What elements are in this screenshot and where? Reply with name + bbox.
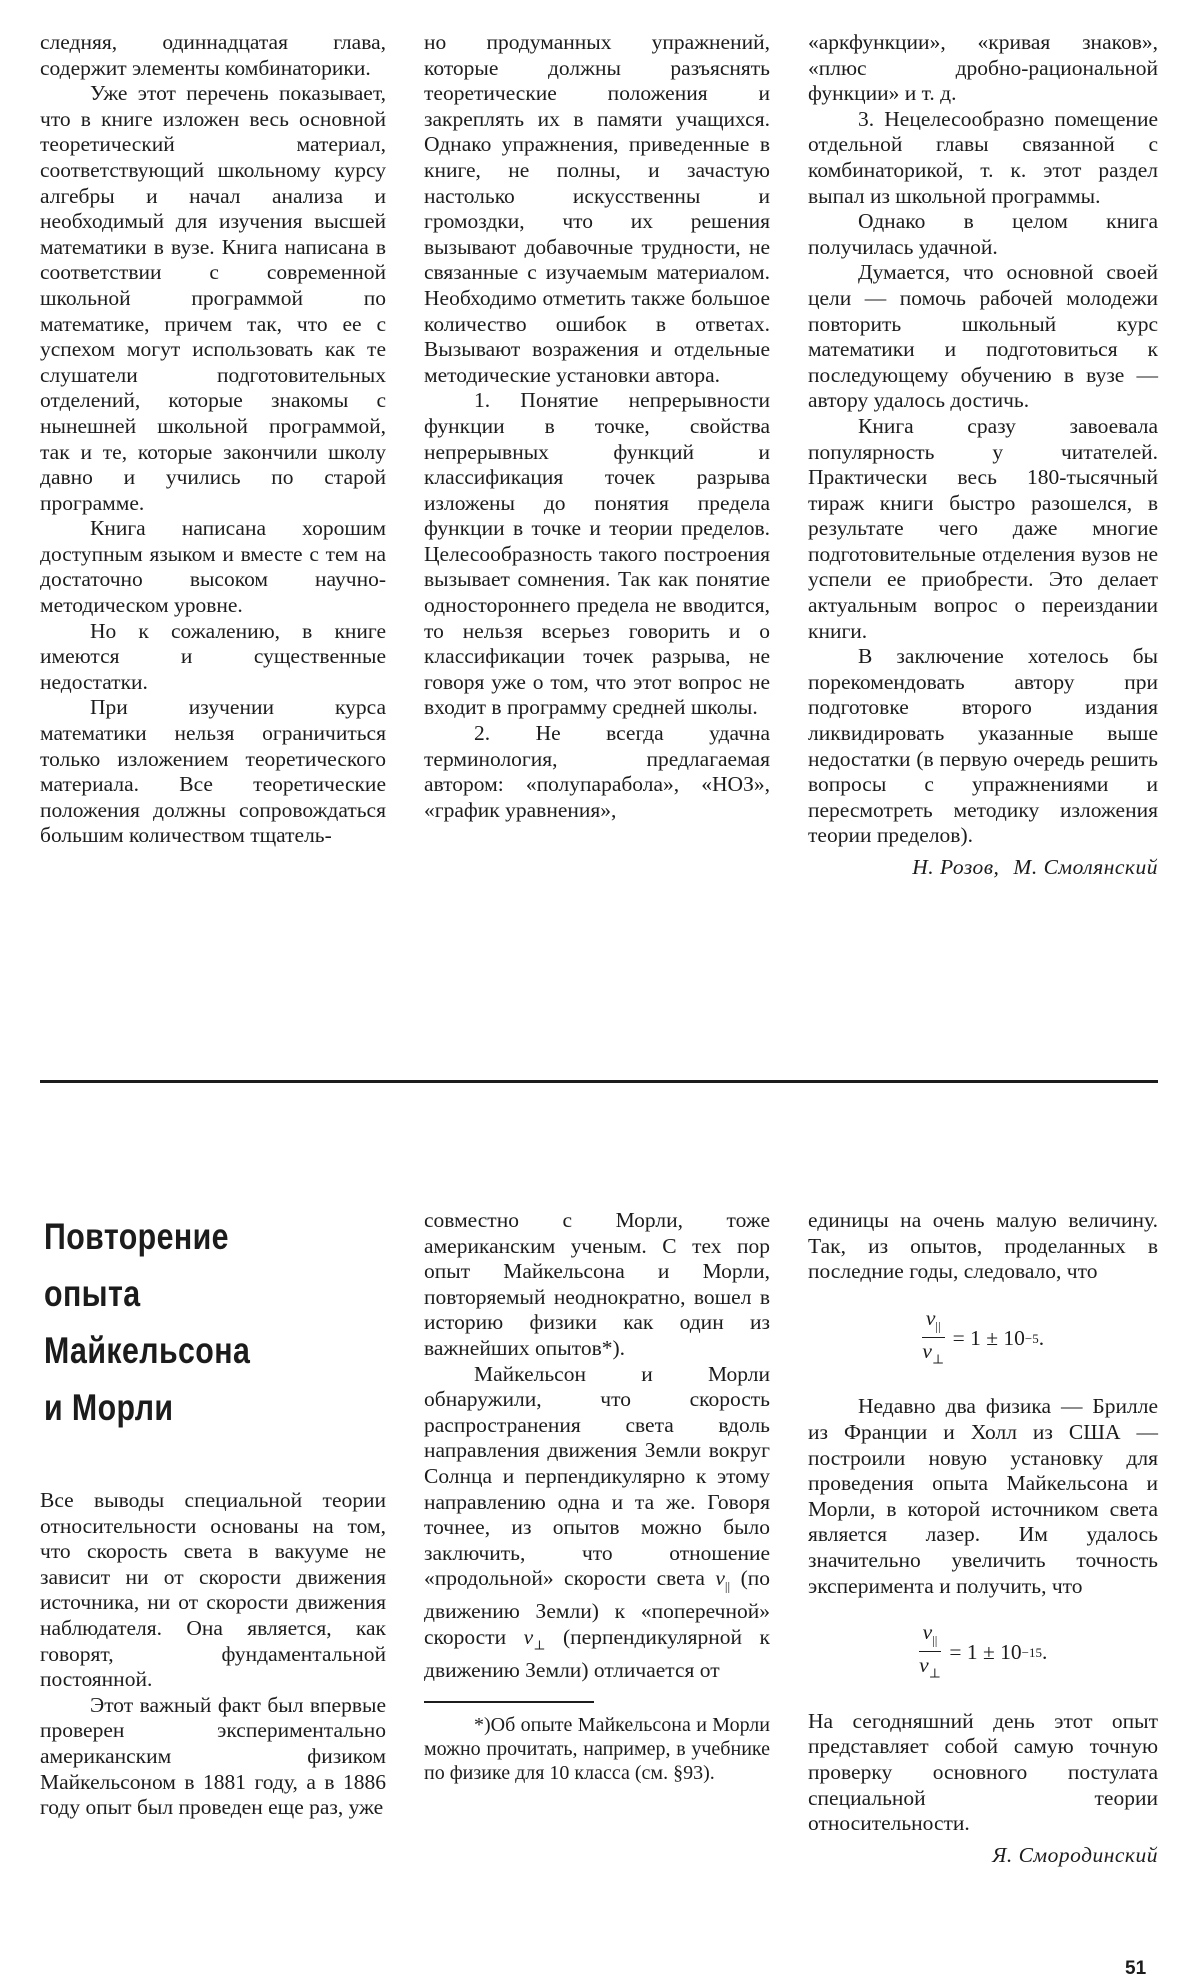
symbol-subscript: ⊥	[533, 1637, 546, 1653]
title-line: Повторение	[44, 1216, 229, 1257]
paragraph: Книга написана хорошим доступным языком и вместе с тем на достаточно высоком научно-методическом уровне.	[40, 516, 386, 618]
paragraph: Думается, что основной своей цели — помочь рабочей молодежи повторить школьный курс математики и подготовиться к последующему обучению в вузе — автору удалось достичь.	[808, 260, 1158, 413]
formula-end: .	[1038, 1325, 1045, 1350]
paragraph: Недавно два физика — Брилле из Франции и Холл из США — построили новую установку для проведения опыта Майкельсона и Морли, в которой источником света является лазер. Им удалось значительно увеличить точность эксперимента и получить, что	[808, 1394, 1158, 1598]
footnote-rule	[424, 1701, 594, 1703]
review-column-1	[40, 30, 386, 849]
paragraph-text: (по движению Земли) к «поперечной» скорости	[424, 1566, 771, 1649]
symbol-subscript: ||	[724, 1578, 731, 1594]
title-line: Майкельсона	[44, 1330, 251, 1371]
formula-exponent: −5	[1024, 1330, 1039, 1346]
article-signature: Я. Смородинский	[992, 1842, 1158, 1867]
paragraph: 3. Нецелесообразно помещение отдельной главы связанной с комбинаторикой, т. к. этот раздел выпал из школьной программы.	[808, 106, 1158, 208]
paragraph	[424, 1362, 770, 1684]
paragraph: 1. Понятие непрерывности функции в точке, свойства непрерывных функций и классификация точек разрыва изложены до понятия предела функции в точке и теории пределов. Целесообразность такого построения вызывает сомнения. Так как понятие одностороннего предела не вводится, то нельзя всерьез говорить и о классификации точек разрыва, не говоря уже о том, что этот вопрос не входит в программу средней школы.	[424, 388, 770, 720]
title-line: опыта	[44, 1273, 141, 1314]
review-column-2	[424, 30, 770, 823]
paragraph: При изучении курса математики нельзя ограничиться только изложением теоретического материала. Все теоретические положения должны сопровождаться большим количеством тщатель-	[40, 695, 386, 848]
paragraph: Все выводы специальной теории относительности основаны на том, что скорость света в вакууме не зависит ни от скорости движения источника, ни от скорости движения наблюдателя. Она является, как говорят, фундаментальной постоянной.	[40, 1488, 386, 1692]
title-line: и Морли	[44, 1387, 174, 1428]
paragraph: 2. Не всегда удачна терминология, предлагаемая автором: «полупарабола», «НОЗ», «график уравнения»,	[424, 721, 770, 822]
paragraph: единицы на очень малую величину. Так, из опытов, проделанных в последние годы, следовало, что	[808, 1208, 1158, 1284]
footnote: *)Об опыте Майкельсона и Морли можно прочитать, например, в учебнике по физике для 10 класса (см. §93).	[424, 1713, 770, 1784]
paragraph: Уже этот перечень показывает, что в книге изложен весь основной теоретический материал, соответствующий школьному курсу алгебры и начал анализа и необходимый для изучения высшей математики в вузе. Книга написана в соответствии с современной школьной программой по математике, причем так, что ее с успехом могут использовать как те слушатели подготовительных отделений, которые знакомы с нынешней школьной программой, так и те, которые закончили школу давно и учились по старой программе.	[40, 81, 386, 515]
paragraph: Однако в целом книга получилась удачной.	[808, 209, 1158, 259]
symbol-v: v	[523, 1624, 534, 1649]
paragraph: Этот важный факт был впервые проверен экспериментально американским физиком Майкельсоном в 1881 году, а в 1886 году опыт был проведен еще раз, уже	[40, 1692, 386, 1820]
paragraph-text: (перпендикулярной к движению Земли) отличается от	[424, 1624, 770, 1682]
signature-author-2: М. Смолянский	[1013, 855, 1158, 879]
formula-1	[808, 1307, 1158, 1371]
symbol-v: v	[715, 1566, 725, 1591]
fraction-denominator: $v_\perp$	[922, 1339, 945, 1367]
paragraph: «аркфункции», «кривая знаков», «плюс дробно-рациональной функции» и т. д.	[808, 30, 1158, 106]
review-signature	[808, 855, 1158, 881]
article-column-2	[424, 1208, 770, 1785]
paragraph: Книга сразу завоевала популярность у читателей. Практически весь 180-тысячный тираж книги быстро разошелся, в результате чего даже многие подготовительные отделения вузов не успели ее приобрести. Это делает актуальным вопрос о переиздании книги.	[808, 413, 1158, 643]
formula-2	[808, 1621, 1158, 1685]
page-number: 51	[1125, 1958, 1147, 1979]
paragraph: На сегодняшний день этот опыт представляет собой самую точную проверку основного постулата специальной теории относительности.	[808, 1708, 1158, 1836]
article-title	[44, 1208, 306, 1436]
fraction	[919, 1621, 942, 1685]
paragraph: совместно с Морли, тоже американским ученым. С тех пор опыт Майкельсона и Морли, повторяемый неоднократно, вошел в историю физики как один из важнейших опытов*).	[424, 1208, 770, 1360]
article-column-1	[40, 1488, 386, 1821]
paragraph: но продуманных упражнений, которые должны разъяснять теоретические положения и закреплять их в памяти учащихся. Однако упражнения, приведенные в книге, не полны, и зачастую настолько искусственны и громоздки, что их решения вызывают добавочные трудности, не связанные с изучаемым материалом. Необходимо отметить также большое количество ошибок в ответах. Вызывают возражения и отдельные методические установки автора.	[424, 30, 770, 387]
fraction-numerator: $v_{||}$	[922, 1307, 945, 1338]
formula-exponent: −15	[1021, 1645, 1043, 1661]
section-divider	[40, 1080, 1158, 1083]
article-column-3	[808, 1208, 1158, 1868]
fraction-numerator: $v_{||}$	[919, 1621, 942, 1652]
paragraph: следняя, одиннадцатая глава, содержит элементы комбинаторики.	[40, 30, 386, 80]
signature-author-1: Н. Розов,	[912, 855, 1000, 879]
formula-rhs: = 1 ± 10	[952, 1325, 1025, 1350]
paragraph: Но к сожалению, в книге имеются и существенные недостатки.	[40, 618, 386, 694]
paragraph: В заключение хотелось бы порекомендовать автору при подготовке второго издания ликвидировать указанные выше недостатки (в первую очередь решить вопросы с упражнениями и пересмотреть методику изложения теории пределов).	[808, 644, 1158, 848]
formula-end: .	[1042, 1640, 1048, 1665]
fraction-denominator: $v_\perp$	[919, 1653, 941, 1681]
fraction	[922, 1307, 945, 1371]
review-column-3	[808, 30, 1158, 881]
formula-rhs: = 1 ± 10	[949, 1640, 1022, 1665]
paragraph-text: Майкельсон и Морли обнаружили, что скорость распространения света вдоль направления движения Земли вокруг Солнца и перпендикулярно к этому направлению одна и та же. Говоря точнее, из опытов можно было заключить, что отношение «продольной» скорости света	[424, 1361, 770, 1591]
